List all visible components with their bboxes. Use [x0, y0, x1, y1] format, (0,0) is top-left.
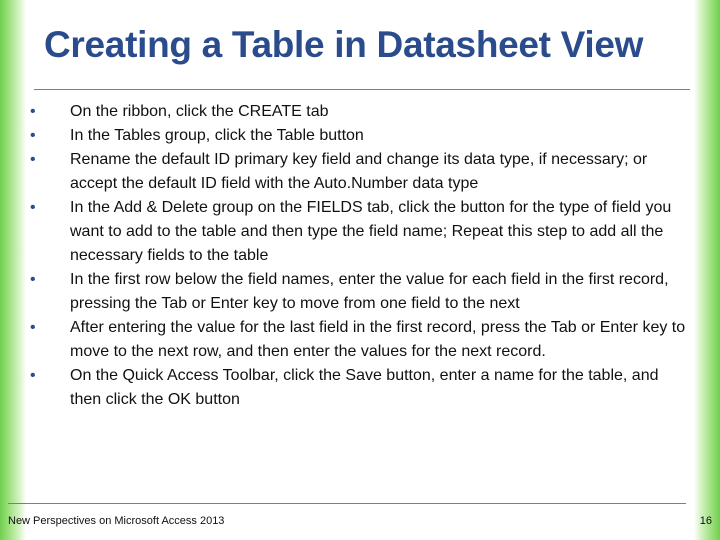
- page-number: 16: [699, 515, 712, 527]
- slide-title: Creating a Table in Datasheet View: [44, 24, 644, 65]
- bullet-text: In the Add & Delete group on the FIELDS tab, click the button for the type of field you want to add to the table and then type the field name; Repeat this step to add all the necessary fields to the table: [70, 199, 672, 264]
- left-green-border: [0, 0, 26, 540]
- bullet-item: [30, 148, 690, 196]
- bullet-item: [30, 316, 690, 364]
- bullet-item: [30, 196, 690, 268]
- bullet-item: [30, 364, 690, 412]
- bullet-text: On the ribbon, click the CREATE tab: [70, 103, 329, 120]
- bullet-icon: •: [30, 151, 36, 168]
- bullet-text: Rename the default ID primary key field and change its data type, if necessary; or accept the default ID field with the Auto.Number data type: [70, 151, 648, 192]
- bullet-text: In the first row below the field names, enter the value for each field in the first record, pressing the Tab or Enter key to move from one field to the next: [70, 271, 669, 312]
- bullet-icon: •: [30, 271, 36, 288]
- footer-divider: [8, 503, 686, 504]
- bullet-icon: •: [30, 103, 36, 120]
- bullet-list: [30, 100, 690, 412]
- bullet-item: [30, 100, 690, 124]
- title-divider: [34, 89, 690, 90]
- bullet-item: [30, 124, 690, 148]
- bullet-icon: •: [30, 127, 36, 144]
- bullet-icon: •: [30, 199, 36, 216]
- bullet-text: In the Tables group, click the Table button: [70, 127, 364, 144]
- bullet-item: [30, 268, 690, 316]
- footer-text: New Perspectives on Microsoft Access 2013: [8, 515, 225, 527]
- bullet-icon: •: [30, 319, 36, 336]
- bullet-icon: •: [30, 367, 36, 384]
- bullet-text: After entering the value for the last field in the first record, press the Tab or Enter key to move to the next row, and then enter the values for the next record.: [70, 319, 686, 360]
- right-green-border: [694, 0, 720, 540]
- bullet-text: On the Quick Access Toolbar, click the Save button, enter a name for the table, and then click the OK button: [70, 367, 659, 408]
